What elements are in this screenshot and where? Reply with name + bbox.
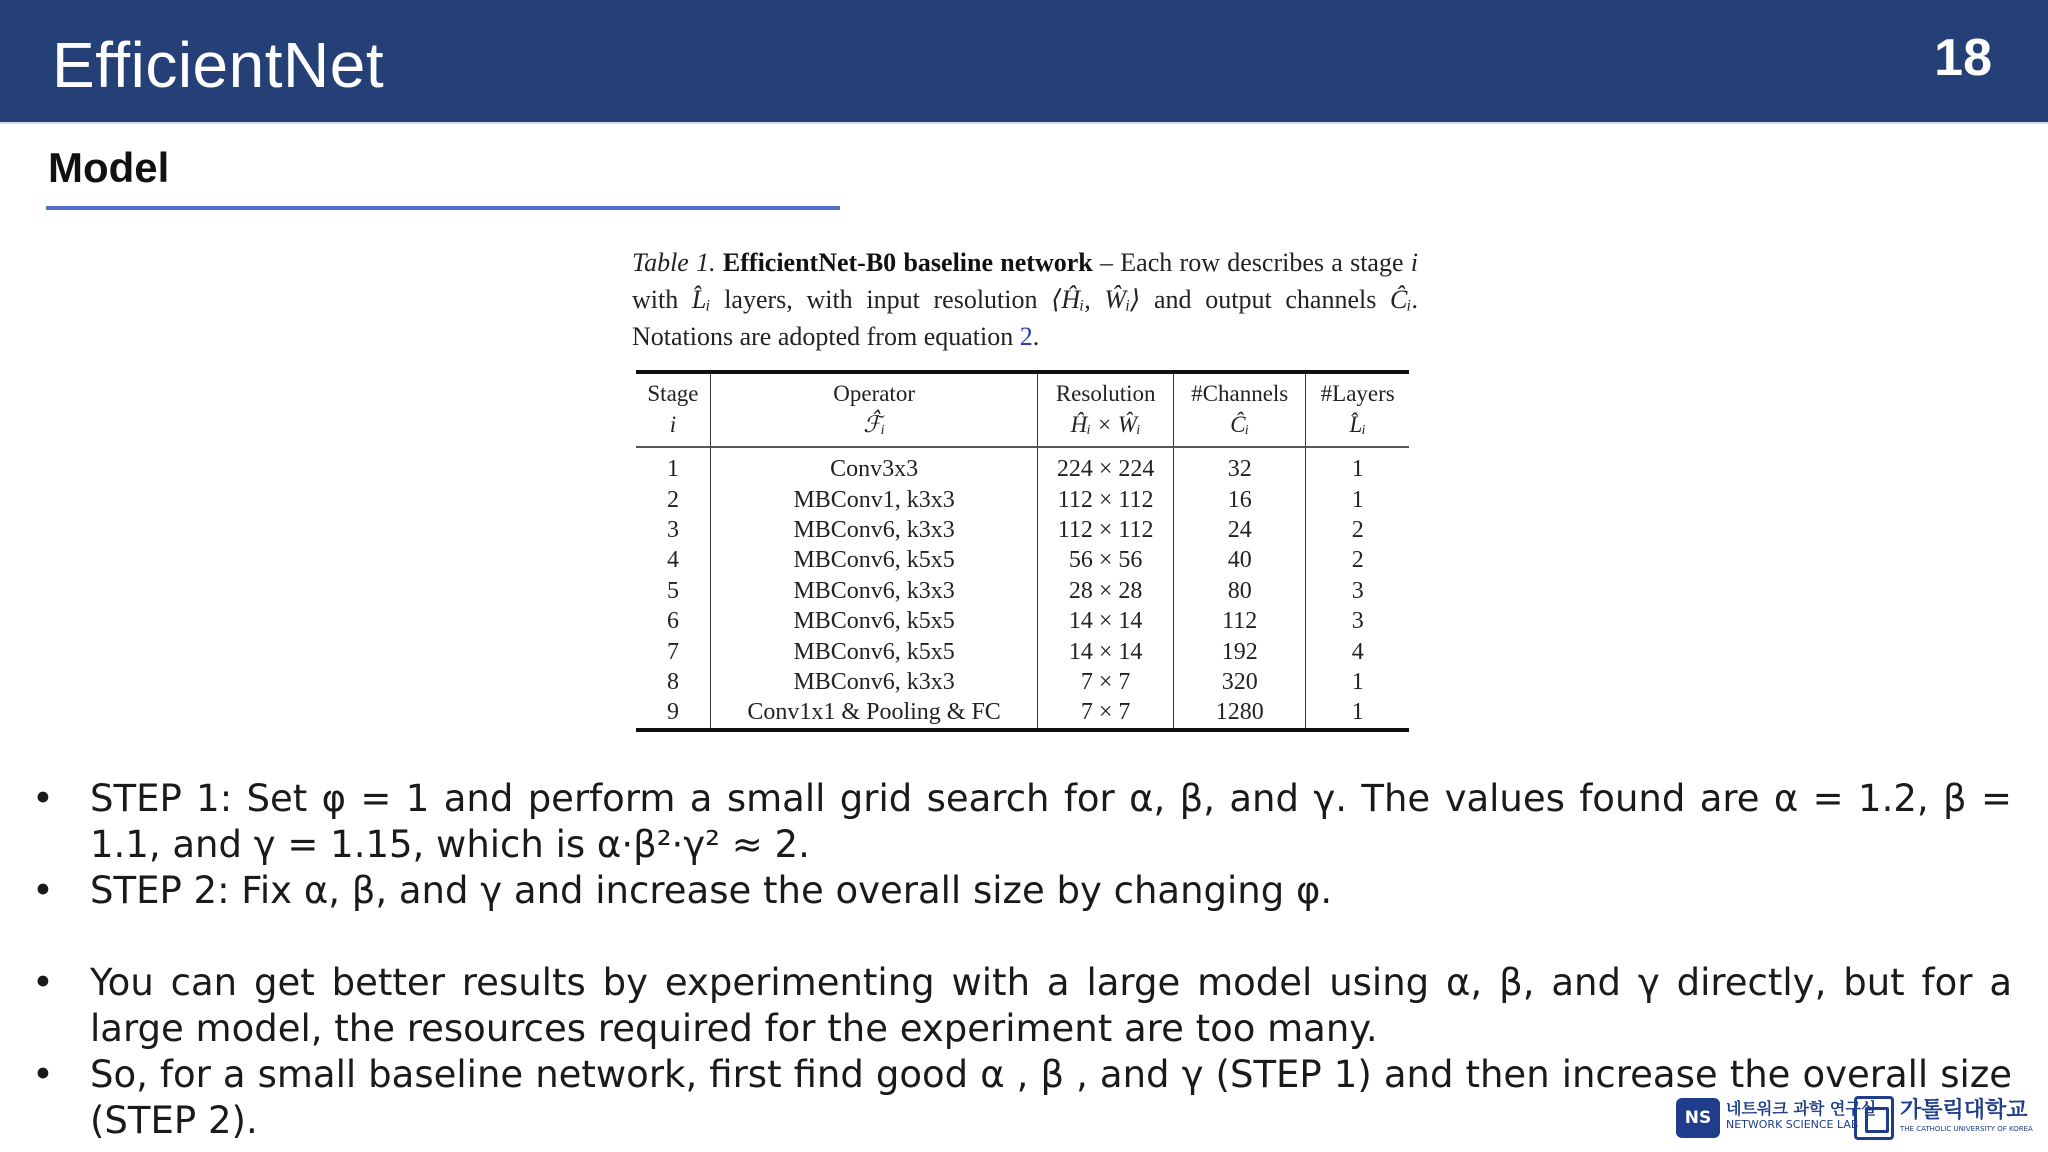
caption-text: with: [632, 285, 692, 314]
ns-english-name: NETWORK SCIENCE LAB: [1726, 1118, 1859, 1131]
table-row: [636, 606, 1409, 636]
cuk-korean-name: 가톨릭대학교: [1900, 1098, 2028, 1123]
caption-label: Table 1.: [632, 248, 716, 277]
table-cell: 7: [666, 638, 679, 665]
table-cell: 3: [1306, 576, 1409, 606]
bullet-text: You can get better results by experimenting with a large model using α, β, and γ directly, but for a large model, the resources required for the experiment are too many.: [90, 961, 2012, 1050]
slide-title: EfficientNet: [52, 29, 385, 101]
table-cell: 224 × 224: [1038, 447, 1174, 484]
model-table: [636, 370, 1409, 732]
table-cell: 6: [666, 608, 679, 635]
table-cell: 1: [1306, 697, 1409, 729]
table-cell: 1280: [1173, 697, 1305, 729]
table-row: [636, 515, 1409, 545]
table-cell: 14 × 14: [1038, 606, 1174, 636]
table-cell: 320: [1173, 667, 1305, 697]
catholic-university-wordmark: [1900, 1098, 2033, 1134]
table-row: [636, 636, 1409, 666]
column-header-label: Resolution: [1055, 381, 1156, 406]
table-caption: [632, 244, 1418, 355]
table-cell: 1: [1306, 667, 1409, 697]
caption-symbol-i: i: [1410, 248, 1419, 277]
table-cell: 1: [1306, 447, 1409, 484]
table-cell: 9: [666, 699, 679, 726]
table-cell: 5: [666, 577, 679, 604]
bullet-item: [32, 776, 2012, 868]
caption-equation-link[interactable]: 2: [1019, 322, 1033, 351]
bullet-text: So, for a small baseline network, first find good α , β , and γ (STEP 1) and then increase the overall size (STEP 2).: [90, 1053, 2012, 1142]
caption-text: .: [1032, 322, 1040, 351]
table-cell: 4: [666, 547, 679, 574]
bullet-gap: [32, 914, 2012, 960]
table-cell: 8: [666, 668, 679, 695]
table-cell: 14 × 14: [1038, 636, 1174, 666]
caption-symbol-hw: ⟨Ĥᵢ, Ŵᵢ⟩: [1051, 285, 1141, 314]
column-header-symbol: Ĉᵢ: [1230, 412, 1250, 437]
table-cell: MBConv6, k5x5: [710, 636, 1037, 666]
caption-symbol-c: Ĉᵢ: [1390, 285, 1412, 314]
cuk-english-name: THE CATHOLIC UNIVERSITY OF KOREA: [1900, 1125, 2033, 1133]
table-cell: 1: [666, 456, 679, 483]
column-header-label: #Channels: [1191, 381, 1289, 406]
table-row: [636, 545, 1409, 575]
table-cell: MBConv6, k3x3: [710, 515, 1037, 545]
table-cell: 24: [1173, 515, 1305, 545]
table-cell: MBConv6, k5x5: [710, 545, 1037, 575]
table-cell: 1: [1306, 484, 1409, 514]
table-cell: 3: [1306, 606, 1409, 636]
column-header-label: #Layers: [1320, 381, 1395, 406]
bullet-dot: •: [32, 961, 54, 1004]
table-body: [636, 447, 1409, 730]
page-number: 18: [1934, 29, 1992, 87]
table-cell: MBConv6, k3x3: [710, 576, 1037, 606]
caption-bold-title: EfficientNet-B0 baseline network: [722, 248, 1093, 277]
table-cell: Conv3x3: [710, 447, 1037, 484]
ns-korean-name: 네트워크 과학 연구실: [1726, 1099, 1877, 1118]
table-cell: 80: [1173, 576, 1305, 606]
column-header-symbol: L̂ᵢ: [1349, 412, 1366, 437]
table-cell: 2: [1306, 545, 1409, 575]
table-cell: Conv1x1 & Pooling & FC: [710, 697, 1037, 729]
bullet-dot: •: [32, 1053, 54, 1096]
section-title: Model: [48, 144, 170, 191]
catholic-university-logo: [1854, 1096, 1894, 1140]
table-cell: 4: [1306, 636, 1409, 666]
table-wrapper: [636, 370, 1409, 732]
table-cell: 112: [1173, 606, 1305, 636]
table-header-row: [636, 372, 1409, 447]
caption-text: . Notations are adopted from equation: [632, 285, 1418, 351]
bullet-text: STEP 2: Fix α, β, and γ and increase the overall size by changing φ.: [90, 869, 1333, 912]
table-cell: MBConv6, k3x3: [710, 667, 1037, 697]
table-cell: 28 × 28: [1038, 576, 1174, 606]
section-underline: [46, 206, 840, 210]
table-cell: 32: [1173, 447, 1305, 484]
bullet-item: [32, 960, 2012, 1052]
table-row: [636, 697, 1409, 729]
column-header-label: Operator: [833, 381, 915, 406]
footer-logos: [1676, 1096, 2036, 1142]
table-column-header: [710, 372, 1037, 447]
bullet-text: STEP 1: Set φ = 1 and perform a small grid search for α, β, and γ. The values found are α = 1.2, β = 1.1, and γ = 1.15, which is α·β²·γ² ≈ 2.: [90, 777, 2012, 866]
table-cell: 2: [1306, 515, 1409, 545]
slide-header: [0, 0, 2048, 124]
table-cell: 3: [666, 516, 679, 543]
network-science-lab-logo: NS: [1676, 1098, 1720, 1138]
table-cell: MBConv1, k3x3: [710, 484, 1037, 514]
table-cell: 192: [1173, 636, 1305, 666]
table-row: [636, 447, 1409, 484]
caption-text: layers, with input resolution: [710, 285, 1052, 314]
table-cell: 7 × 7: [1038, 667, 1174, 697]
table-column-header: [1038, 372, 1174, 447]
caption-text: and output channels: [1140, 285, 1391, 314]
bullet-item: [32, 868, 2012, 914]
column-header-symbol: i: [669, 412, 677, 437]
table-row: [636, 667, 1409, 697]
column-header-label: Stage: [647, 381, 699, 406]
table-column-header: [636, 372, 710, 447]
column-header-symbol: ℱ̂ᵢ: [863, 412, 885, 437]
caption-symbol-l: L̂ᵢ: [691, 285, 711, 314]
table-cell: 112 × 112: [1038, 484, 1174, 514]
table-row: [636, 484, 1409, 514]
table-row: [636, 576, 1409, 606]
table-cell: 7 × 7: [1038, 697, 1174, 729]
table-cell: 16: [1173, 484, 1305, 514]
table-cell: 2: [666, 486, 679, 513]
caption-text: – Each row describes a stage: [1092, 248, 1411, 277]
table-cell: MBConv6, k5x5: [710, 606, 1037, 636]
table-figure: [632, 244, 1419, 726]
table-column-header: [1173, 372, 1305, 447]
column-header-symbol: Ĥᵢ × Ŵᵢ: [1070, 412, 1141, 437]
bullet-list: [32, 776, 2012, 1144]
bullet-dot: •: [32, 869, 54, 912]
table-column-header: [1306, 372, 1409, 447]
table-cell: 56 × 56: [1038, 545, 1174, 575]
table-cell: 112 × 112: [1038, 515, 1174, 545]
table-cell: 40: [1173, 545, 1305, 575]
bullet-dot: •: [32, 777, 54, 820]
